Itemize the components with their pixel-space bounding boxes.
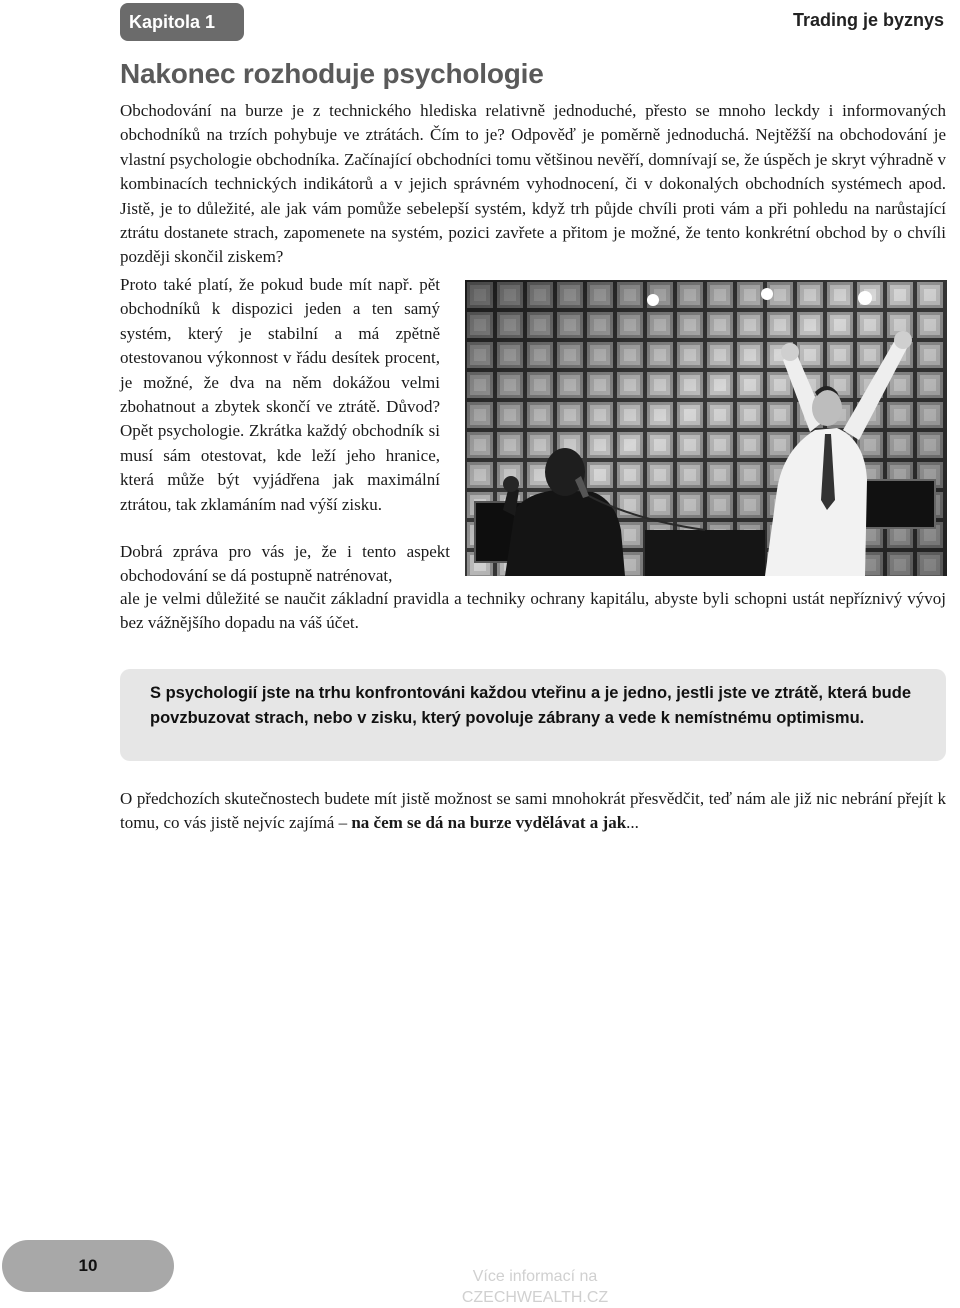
czechwealth-link[interactable] [440,1266,630,1308]
body-paragraph-4: ale je velmi důležité se naučit základní pravidla a techniky ochrany kapitálu, abyste byli schopni ustát nepříznivý vývoj bez vážnějšího dopadu na váš účet. [120,589,946,633]
chapter-label: Kapitola 1 [129,12,216,32]
page-number-badge [2,1240,174,1292]
footer-link-line-2: CZECHWEALTH.CZ [461,1289,609,1306]
body-paragraph-3: Dobrá zpráva pro vás je, že i tento aspekt obchodování se dá postupně natrénovat, [120,542,450,586]
running-title: Trading je byznys [792,10,944,30]
body-paragraph-2: Proto také platí, že pokud bude mít např. pět obchodníků k dispozici jeden a ten samý systém, který je stabilní a má zpětně otestovanou výkonnost v řádu desítek procent, je možné, že dva na něm dokážou velmi zbohatnout a zbytek skončí ve ztrátě. Důvod? Opět psychologie. Zkrátka každý obchodník si musí sám otestovat, kde leží jeho hranice, která může být vyjádřena jak maximální ztrátou, tak zklamáním nad výší zisku. [120,275,440,514]
paragraph-5-bold: na čem se dá na burze vydělávat a jak [351,813,627,833]
paragraph-5-end: ... [626,813,639,833]
body-paragraph-1: Obchodování na burze je z technického hlediska relativně jednoduché, přesto se mnoho leckdy i informovaných obchodníků na trzích pohybuje ve ztrátách. Čím to je? Odpověď je poměrně jednoduchá. Nejtěžší na obchodování je vlastní psychologie obchodníka. Začínající obchodníci tomu většinou nevěří, domnívají se, že úspěch je skryt výhradně v kombinacích technických indikátorů a v jejich správném vyhodnocení, či v dokonalých obchodních systémech apod. Jistě, je to důležité, ale jak vám pomůže sebelepší systém, když trh půjde chvíli proti vám a při pohledu na narůstající ztrátu dostanete strach, zapomenete na systém, pozici zavřete a přitom je možné, že tento konkrétní obchod by o chvíli později skončil ziskem? [120,101,946,267]
callout-text: S psychologií jste na trhu konfrontováni každou vteřinu a je jedno, jestli jste ve ztrátě, která bude povzbuzovat strach, nebo v zisku, který povoluje zábrany a vede k nemístnému optimismu. [150,684,911,727]
paragraph-5-start: O předchozích skutečnostech budete mít jistě možnost se sami mnohokrát přesvědčit, teď nám ale již nic nebrání přejít k tomu, co vás jistě nejvíc zajímá – [120,789,946,833]
body-paragraph-5 [120,787,946,836]
footer-link-line-1: Více informací na [472,1268,598,1285]
chapter-tab [120,3,244,41]
section-title: Nakonec rozhoduje psychologie [120,58,544,89]
highlight-callout [120,669,946,761]
traders-celebrating-photo [465,280,947,576]
page-number: 10 [78,1256,98,1275]
